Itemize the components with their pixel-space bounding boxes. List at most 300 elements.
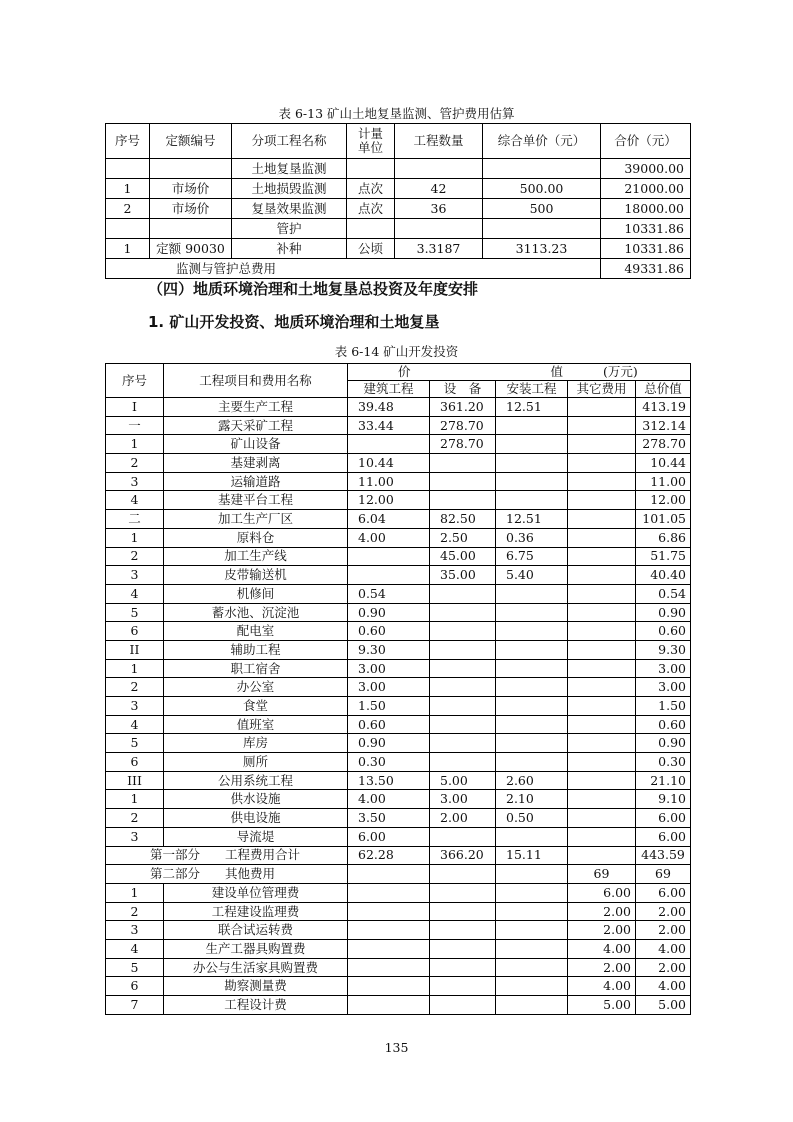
table-cell [430,996,496,1015]
table-cell [430,454,496,473]
table-cell: 一 [106,416,164,435]
table-cell: 69 [636,865,691,884]
column-header: 计量单位 [347,124,395,159]
table-cell [348,958,430,977]
table-cell [496,939,568,958]
subtotal-label: 第二部分 其他费用 [106,865,348,884]
table-cell: 市场价 [150,199,232,219]
table-cell: 0.50 [496,809,568,828]
table-row [106,883,691,902]
table-cell: 机修间 [164,584,348,603]
table-cell: 辅助工程 [164,640,348,659]
table-row [106,491,691,510]
table-cell: 10.44 [636,454,691,473]
table-cell: 土地损毁监测 [232,179,347,199]
table-cell: 办公与生活家具购置费 [164,958,348,977]
table-cell: 6.04 [348,510,430,529]
table-cell [568,454,636,473]
table-cell: III [106,771,164,790]
table-cell: 3 [106,566,164,585]
table-cell [496,958,568,977]
table-cell: 2 [106,809,164,828]
table-cell [496,883,568,902]
table-cell: 5 [106,958,164,977]
total-row [106,259,691,279]
table-cell: 0.90 [636,603,691,622]
table-cell: 4.00 [636,939,691,958]
table-cell: 45.00 [430,547,496,566]
table-row [106,734,691,753]
table-cell [430,472,496,491]
table-cell [496,902,568,921]
table-cell: 复垦效果监测 [232,199,347,219]
table-cell [430,977,496,996]
table-row [106,697,691,716]
table-cell: 1.50 [636,697,691,716]
table-cell: 2 [106,902,164,921]
table-cell: 4 [106,715,164,734]
table-cell [568,435,636,454]
table-row [106,640,691,659]
table-cell [568,547,636,566]
table-cell: 1.50 [348,697,430,716]
table-row [106,827,691,846]
table-cell: 13.50 [348,771,430,790]
table-cell [568,715,636,734]
table-cell [348,996,430,1015]
table-row [106,454,691,473]
table-cell [568,472,636,491]
table-cell: 1 [106,239,150,259]
table-row [106,622,691,641]
header-row [106,364,691,381]
table-cell: 供水设施 [164,790,348,809]
table-cell: 413.19 [636,398,691,417]
table-cell: 3.00 [348,678,430,697]
column-header: 总价值 [636,381,691,398]
column-header-seq: 序号 [106,364,164,398]
table-cell [496,678,568,697]
column-header: 安装工程 [496,381,568,398]
table-cell [568,510,636,529]
table-cell [496,435,568,454]
table-cell: 点次 [347,199,395,219]
table-cell: 11.00 [636,472,691,491]
table-row [106,996,691,1015]
table-cell: 33.44 [348,416,430,435]
table-cell: 0.36 [496,528,568,547]
table-cell: 定额 90030 [150,239,232,259]
table-cell [568,753,636,772]
table-cell [430,697,496,716]
table-cell: 51.75 [636,547,691,566]
table-cell: 6 [106,622,164,641]
table-cell [496,977,568,996]
table-cell: 278.70 [636,435,691,454]
table-cell [430,939,496,958]
table-cell [496,753,568,772]
table-cell: 4.00 [636,977,691,996]
table-cell [348,939,430,958]
table-cell: 0.30 [636,753,691,772]
table-cell [568,771,636,790]
table-cell: 2 [106,199,150,219]
table-cell: 278.70 [430,416,496,435]
table-cell: 建设单位管理费 [164,883,348,902]
table-row [106,547,691,566]
table-cell: 9.10 [636,790,691,809]
table-row [106,659,691,678]
column-header: 综合单价（元） [483,124,601,159]
table-cell: 3 [106,921,164,940]
table-cell [568,809,636,828]
table-cell: 278.70 [430,435,496,454]
table-cell: 101.05 [636,510,691,529]
table-cell: 0.60 [348,622,430,641]
table-cell: 4.00 [348,528,430,547]
price-char: 价 [398,364,411,380]
table-cell: 500 [483,199,601,219]
table-cell: 供电设施 [164,809,348,828]
subtotal-row [106,846,691,865]
table-row [106,771,691,790]
table-cell [568,846,636,865]
table-cell: 10331.86 [601,239,691,259]
table-cell [496,865,568,884]
table-cell: 公顷 [347,239,395,259]
table-cell: 二 [106,510,164,529]
table-cell: 土地复垦监测 [232,159,347,179]
table-cell [106,159,150,179]
table-cell [430,753,496,772]
table-cell [496,921,568,940]
table-cell: 2.00 [636,921,691,940]
table-cell: 勘察测量费 [164,977,348,996]
table-cell [496,715,568,734]
table-cell: 3.00 [348,659,430,678]
table-cell: 职工宿舍 [164,659,348,678]
table-row [106,416,691,435]
table-cell [395,219,483,239]
column-header: 设 备 [430,381,496,398]
table-cell: 12.00 [348,491,430,510]
mine-investment-table [105,363,691,1015]
table-row [106,715,691,734]
table-cell [568,491,636,510]
table-cell: 2.00 [568,958,636,977]
table-cell: 6 [106,977,164,996]
table-cell: 1 [106,659,164,678]
table-row [106,921,691,940]
column-header-name: 工程项目和费用名称 [164,364,348,398]
table-cell: 10.44 [348,454,430,473]
table-cell: 18000.00 [601,199,691,219]
table-cell: 3 [106,472,164,491]
table-cell [348,921,430,940]
table-row [106,398,691,417]
table-cell [430,883,496,902]
table-cell [496,640,568,659]
table-cell: 1 [106,179,150,199]
table-cell [568,678,636,697]
table-cell: 2.00 [636,902,691,921]
table-cell [430,715,496,734]
table-cell: 40.40 [636,566,691,585]
table-cell [430,491,496,510]
table-cell: 原料仓 [164,528,348,547]
table-cell: 5 [106,603,164,622]
table-cell: 42 [395,179,483,199]
table-cell [496,734,568,753]
table-cell [430,734,496,753]
table-cell [430,584,496,603]
table-cell: 露天采矿工程 [164,416,348,435]
table-cell: 补种 [232,239,347,259]
table-cell: 0.90 [348,734,430,753]
table-row [106,239,691,259]
table-cell [496,622,568,641]
table-cell: 1 [106,883,164,902]
table-cell [568,398,636,417]
table-cell: 2 [106,454,164,473]
table-cell: 运输道路 [164,472,348,491]
table-row [106,566,691,585]
table-cell: 0.90 [636,734,691,753]
table-cell: 39000.00 [601,159,691,179]
table-cell [106,219,150,239]
table-cell: 6.00 [568,883,636,902]
table-cell [568,566,636,585]
table-cell [483,159,601,179]
table-cell: 62.28 [348,846,430,865]
table-row [106,958,691,977]
table-row [106,603,691,622]
table-row [106,753,691,772]
table-cell: 11.00 [348,472,430,491]
table-cell [430,902,496,921]
table-cell: 39.48 [348,398,430,417]
table-cell: 6.86 [636,528,691,547]
table-cell [430,659,496,678]
table-cell: 库房 [164,734,348,753]
table-cell: 6.00 [636,809,691,828]
table-cell: 10331.86 [601,219,691,239]
table-cell: 公用系统工程 [164,771,348,790]
table-cell: 2.00 [636,958,691,977]
column-header: 定额编号 [150,124,232,159]
section-heading: （四）地质环境治理和土地复垦总投资及年度安排 [148,280,479,298]
table-cell: 1 [106,528,164,547]
table-cell [568,622,636,641]
table-cell: 2 [106,678,164,697]
table-cell: 5.00 [430,771,496,790]
table-cell: 36 [395,199,483,219]
table-cell: 6.75 [496,547,568,566]
table-cell: 3.00 [430,790,496,809]
table-cell [348,902,430,921]
table-cell: 3.00 [636,659,691,678]
table-cell: 3113.23 [483,239,601,259]
table-cell: 工程建设监理费 [164,902,348,921]
table-cell: 值班室 [164,715,348,734]
table-cell: 0.60 [636,715,691,734]
table-cell: 6.00 [348,827,430,846]
table-cell [430,640,496,659]
table-cell: 皮带输送机 [164,566,348,585]
table-row [106,584,691,603]
table-cell [568,697,636,716]
table-cell: 办公室 [164,678,348,697]
table-cell: 2.00 [568,902,636,921]
column-header: 建筑工程 [348,381,430,398]
table-cell [496,659,568,678]
table-cell: 6 [106,753,164,772]
table-cell [348,977,430,996]
table-cell: 4 [106,584,164,603]
monitoring-cost-table [105,123,691,279]
table-cell [430,958,496,977]
table-cell: 82.50 [430,510,496,529]
table-row [106,678,691,697]
table-cell: 4 [106,491,164,510]
table-cell: 0.30 [348,753,430,772]
table-cell: 生产工器具购置费 [164,939,348,958]
table-row [106,159,691,179]
table-cell: II [106,640,164,659]
table-cell: 1 [106,790,164,809]
table-cell: 7 [106,996,164,1015]
table-cell [496,697,568,716]
table-cell [568,584,636,603]
table-cell: 15.11 [496,846,568,865]
table-row [106,199,691,219]
table-cell: 3 [106,697,164,716]
table-cell: 联合试运转费 [164,921,348,940]
table-cell: 导流堤 [164,827,348,846]
table-cell: 工程设计费 [164,996,348,1015]
table-cell: 2.00 [568,921,636,940]
sub-heading: 1. 矿山开发投资、地质环境治理和土地复垦 [148,313,440,331]
table-cell: 点次 [347,179,395,199]
table-cell: 基建剥离 [164,454,348,473]
table-cell [568,416,636,435]
table-cell: 12.00 [636,491,691,510]
table-cell: 厕所 [164,753,348,772]
table-cell: 6.00 [636,883,691,902]
table-cell: 加工生产厂区 [164,510,348,529]
subtotal-row [106,865,691,884]
table-cell [150,159,232,179]
table-cell: 2.50 [430,528,496,547]
table-cell: 蓄水池、沉淀池 [164,603,348,622]
table-cell: 21000.00 [601,179,691,199]
table-cell [150,219,232,239]
subtotal-label: 第一部分 工程费用合计 [106,846,348,865]
price-group-header [348,364,691,381]
table-cell: 2 [106,547,164,566]
table-cell: 3 [106,827,164,846]
table-row [106,219,691,239]
table-cell: 4.00 [568,977,636,996]
table-cell [568,659,636,678]
table-cell [483,219,601,239]
total-value: 49331.86 [601,259,691,279]
table-row [106,528,691,547]
table-cell: 12.51 [496,510,568,529]
table-cell [348,883,430,902]
table-cell: 9.30 [348,640,430,659]
table-cell [430,622,496,641]
table-cell [496,416,568,435]
table-cell: 配电室 [164,622,348,641]
table-6-13-caption: 表 6-13 矿山土地复垦监测、管护费用估算 [278,106,515,121]
table-cell: 1 [106,435,164,454]
column-header: 分项工程名称 [232,124,347,159]
table-cell [568,827,636,846]
table-cell: 基建平台工程 [164,491,348,510]
table-cell: 5.40 [496,566,568,585]
table-cell [347,219,395,239]
table-cell: 3.50 [348,809,430,828]
table-cell [348,547,430,566]
table-cell: 5.00 [568,996,636,1015]
total-label: 监测与管护总费用 [106,259,601,279]
table-6-14-caption: 表 6-14 矿山开发投资 [334,344,459,359]
table-cell: 361.20 [430,398,496,417]
table-row [106,902,691,921]
table-cell: 12.51 [496,398,568,417]
table-cell: 市场价 [150,179,232,199]
column-header: 合价（元） [601,124,691,159]
table-row [106,939,691,958]
value-char: 值 [550,364,564,380]
table-cell [568,734,636,753]
table-cell [496,584,568,603]
table-cell: 3.3187 [395,239,483,259]
table-cell: 9.30 [636,640,691,659]
table-cell: 2.60 [496,771,568,790]
table-cell [348,435,430,454]
table-cell [348,865,430,884]
table-cell: 主要生产工程 [164,398,348,417]
table-cell: 矿山设备 [164,435,348,454]
column-header: 序号 [106,124,150,159]
column-header: 工程数量 [395,124,483,159]
table-cell [347,159,395,179]
table-row [106,179,691,199]
table-cell: 21.10 [636,771,691,790]
table-cell: 500.00 [483,179,601,199]
table-cell: 35.00 [430,566,496,585]
table-cell: 3.00 [636,678,691,697]
table-cell: 0.60 [636,622,691,641]
table-cell [430,827,496,846]
table-cell [395,159,483,179]
table-cell: 食堂 [164,697,348,716]
table-cell [496,454,568,473]
table-cell [496,603,568,622]
table-cell [568,790,636,809]
table-cell: 366.20 [430,846,496,865]
table-cell: 0.60 [348,715,430,734]
header-row [106,124,691,159]
table-cell: I [106,398,164,417]
table-cell: 0.54 [348,584,430,603]
page-number: 135 [384,1040,409,1055]
unit-label: (万元) [603,364,638,380]
table-cell: 0.90 [348,603,430,622]
table-cell: 0.54 [636,584,691,603]
